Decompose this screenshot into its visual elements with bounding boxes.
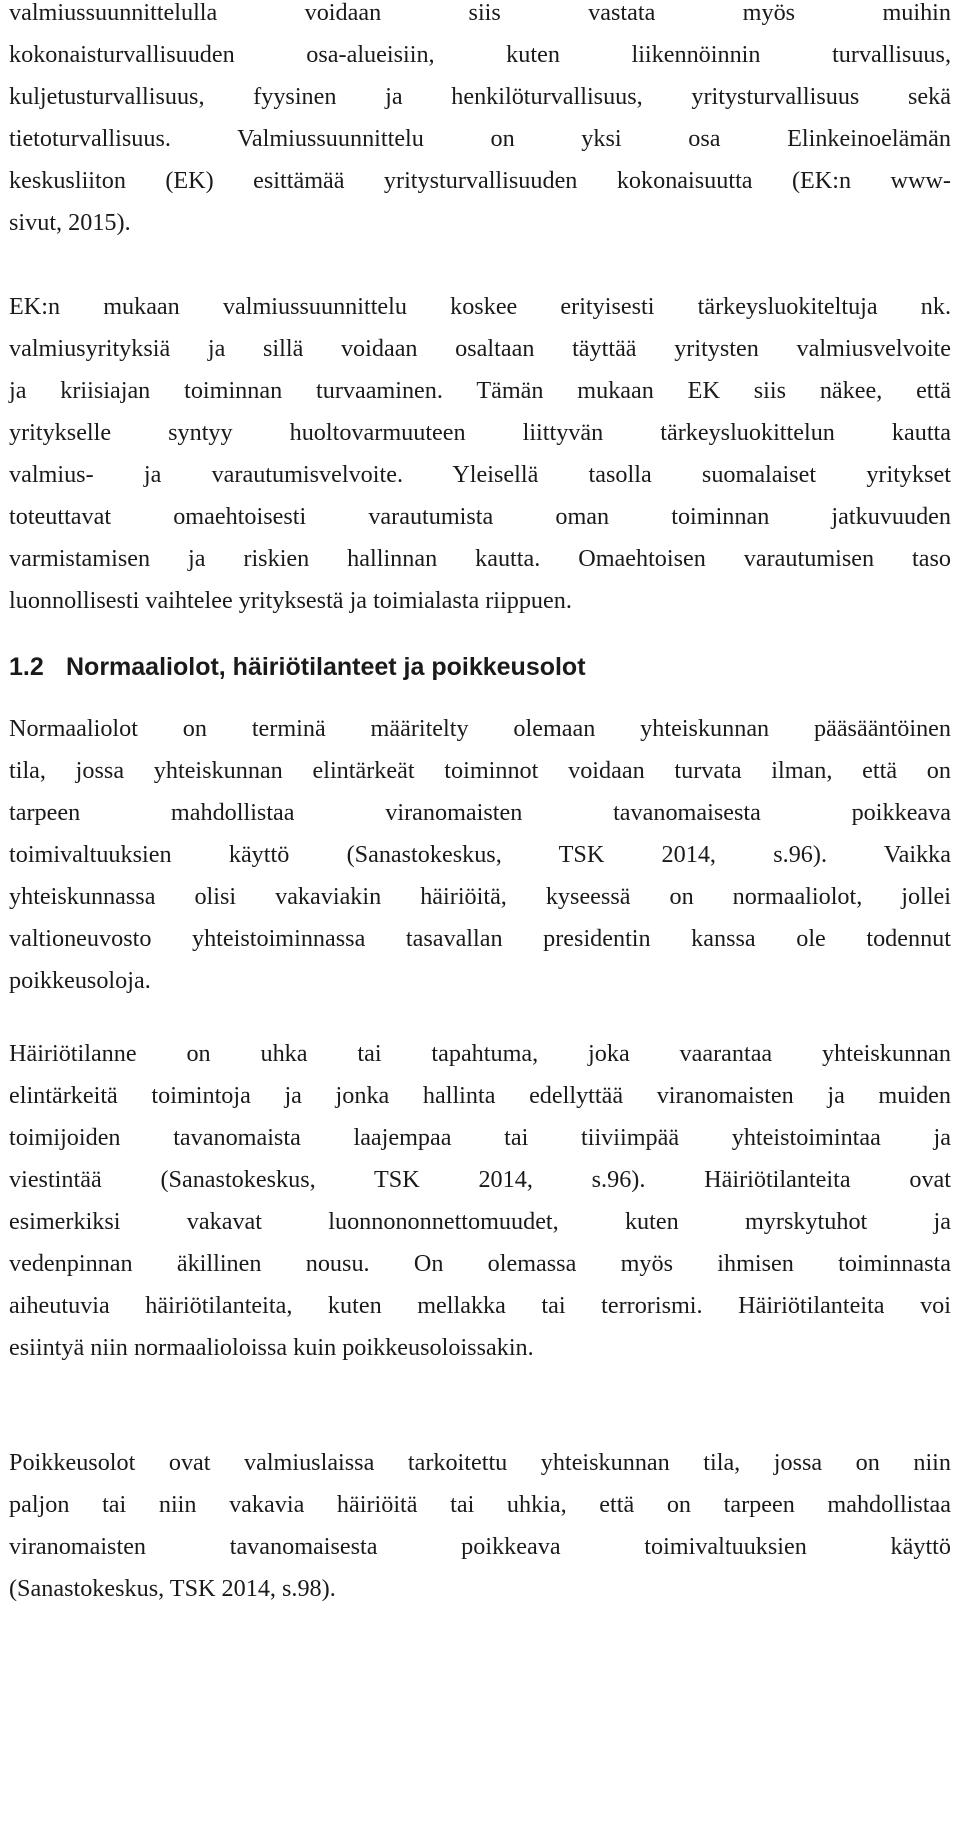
text-line: Normaaliolot on terminä määritelty olemaan yhteiskunnan pääsääntöinen bbox=[9, 715, 951, 742]
paragraph-hairiotilanne bbox=[9, 1033, 951, 1369]
text-line: ja kriisiajan toiminnan turvaaminen. Tämän mukaan EK siis näkee, että bbox=[9, 377, 951, 404]
text-line: viranomaisten tavanomaisesta poikkeava toimivaltuuksien käyttö bbox=[9, 1533, 951, 1560]
text-line: keskusliiton (EK) esittämää yritysturvallisuuden kokonaisuutta (EK:n www- bbox=[9, 167, 951, 194]
text-line: tietoturvallisuus. Valmiussuunnittelu on yksi osa Elinkeinoelämän bbox=[9, 125, 951, 152]
text-line: valtioneuvosto yhteistoiminnassa tasavallan presidentin kanssa ole todennut bbox=[9, 925, 951, 952]
text-line: aiheutuvia häiriötilanteita, kuten mellakka tai terrorismi. Häiriötilanteita voi bbox=[9, 1292, 951, 1319]
text-line: esiintyä niin normaalioloissa kuin poikkeusoloissakin. bbox=[9, 1334, 534, 1361]
text-line: tarpeen mahdollistaa viranomaisten tavanomaisesta poikkeava bbox=[9, 799, 951, 826]
section-title: Normaaliolot, häiriötilanteet ja poikkeusolot bbox=[66, 653, 586, 681]
text-line: varmistamisen ja riskien hallinnan kautta. Omaehtoisen varautumisen taso bbox=[9, 545, 951, 572]
text-line: toimijoiden tavanomaista laajempaa tai tiiviimpää yhteistoimintaa ja bbox=[9, 1124, 951, 1151]
text-line: (Sanastokeskus, TSK 2014, s.98). bbox=[9, 1575, 336, 1602]
text-line: Häiriötilanne on uhka tai tapahtuma, joka vaarantaa yhteiskunnan bbox=[9, 1040, 951, 1067]
paragraph-normaaliolot bbox=[9, 708, 951, 1002]
text-line: valmiusyrityksiä ja sillä voidaan osaltaan täyttää yritysten valmiusvelvoite bbox=[9, 335, 951, 362]
section-number: 1.2 bbox=[9, 653, 44, 681]
text-line: toimivaltuuksien käyttö (Sanastokeskus, TSK 2014, s.96). Vaikka bbox=[9, 841, 951, 868]
text-line: tila, jossa yhteiskunnan elintärkeät toiminnot voidaan turvata ilman, että on bbox=[9, 757, 951, 784]
text-line: Poikkeusolot ovat valmiuslaissa tarkoitettu yhteiskunnan tila, jossa on niin bbox=[9, 1449, 951, 1476]
text-line: yhteiskunnassa olisi vakaviakin häiriöitä, kyseessä on normaaliolot, jollei bbox=[9, 883, 951, 910]
paragraph-ek-valmiussuunnittelu bbox=[9, 286, 951, 622]
text-line: sivut, 2015). bbox=[9, 209, 131, 236]
text-line: esimerkiksi vakavat luonnononnettomuudet, kuten myrskytuhot ja bbox=[9, 1208, 951, 1235]
text-line: valmius- ja varautumisvelvoite. Yleisellä tasolla suomalaiset yritykset bbox=[9, 461, 951, 488]
text-line: toteuttavat omaehtoisesti varautumista oman toiminnan jatkuvuuden bbox=[9, 503, 951, 530]
text-line: elintärkeitä toimintoja ja jonka hallinta edellyttää viranomaisten ja muiden bbox=[9, 1082, 951, 1109]
paragraph-valmiussuunnittelu bbox=[9, 0, 951, 244]
text-line: poikkeusoloja. bbox=[9, 967, 151, 994]
text-line: paljon tai niin vakavia häiriöitä tai uhkia, että on tarpeen mahdollistaa bbox=[9, 1491, 951, 1518]
text-line: valmiussuunnittelulla voidaan siis vastata myös muihin bbox=[9, 0, 951, 26]
text-line: kokonaisturvallisuuden osa-alueisiin, kuten liikennöinnin turvallisuus, bbox=[9, 41, 951, 68]
text-line: vedenpinnan äkillinen nousu. On olemassa myös ihmisen toiminnasta bbox=[9, 1250, 951, 1277]
text-line: yritykselle syntyy huoltovarmuuteen liittyvän tärkeysluokittelun kautta bbox=[9, 419, 951, 446]
section-heading bbox=[9, 652, 586, 682]
text-line: viestintää (Sanastokeskus, TSK 2014, s.96). Häiriötilanteita ovat bbox=[9, 1166, 951, 1193]
text-line: kuljetusturvallisuus, fyysinen ja henkilöturvallisuus, yritysturvallisuus sekä bbox=[9, 83, 951, 110]
text-line: EK:n mukaan valmiussuunnittelu koskee erityisesti tärkeysluokiteltuja nk. bbox=[9, 293, 951, 320]
paragraph-poikkeusolot bbox=[9, 1442, 951, 1610]
text-line: luonnollisesti vaihtelee yrityksestä ja toimialasta riippuen. bbox=[9, 587, 572, 614]
